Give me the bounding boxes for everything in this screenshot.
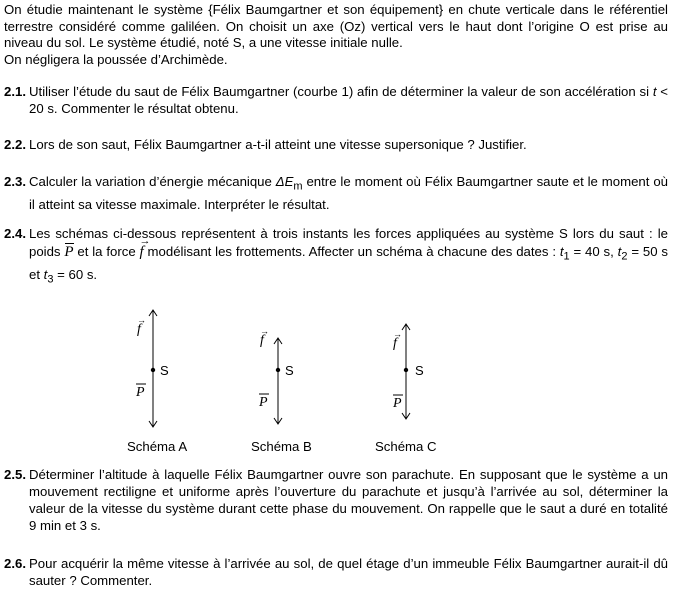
question-2-5: [4, 466, 668, 534]
intro-paragraph: On étudie maintenant le système {Félix Baumgartner et son équipement} en chute verticale dans le référentiel terrestre considéré comme galiléen. On choisit un axe (Oz) vertical vers le haut dont l’origine O est prise au niveau du sol. Le système étudié, noté S, a une vitesse initiale nulle.: [4, 2, 668, 50]
question-text: Déterminer l’altitude à laquelle Félix Baumgartner ouvre son parachute. En supposant que le système a un mouvement rectiligne et uniforme après l’ouverture du parachute et jusqu’à l’arrivée au sol, déterminer la valeur de la vitesse du système durant cette phase du mouvement. On rappelle que le saut a duré en totalité 9 min et 3 s.: [29, 467, 668, 533]
force-diagrams: [0, 300, 673, 460]
f-label: f: [260, 333, 264, 348]
vector-f: → f: [140, 245, 144, 259]
P-label: P: [136, 385, 145, 400]
question-number: 2.6.: [4, 556, 26, 571]
P-label: P: [259, 395, 268, 410]
question-2-3: [4, 173, 668, 213]
question-text: Pour acquérir la même vitesse à l’arrivée au sol, de quel étage d’un immeuble Félix Baumgartner aurait-il dû sauter ? Commenter.: [29, 556, 668, 588]
system-point: [276, 368, 280, 372]
question-number: 2.4.: [4, 226, 26, 241]
P-label: P: [393, 396, 402, 411]
intro-note: On négligera la poussée d’Archimède.: [4, 51, 228, 67]
vector-P: P: [64, 244, 74, 260]
caption-schema-c: Schéma C: [375, 439, 437, 454]
question-number: 2.2.: [4, 137, 26, 152]
schema-b: [258, 326, 294, 424]
question-2-4: [4, 225, 668, 288]
f-label: f: [393, 336, 397, 351]
system-point: [151, 368, 155, 372]
question-2-6: [4, 555, 668, 589]
question-text: Lors de son saut, Félix Baumgartner a-t-il atteint une vitesse supersonique ? Justifier.: [29, 137, 527, 152]
schema-c: [392, 324, 424, 419]
schema-a: [135, 310, 169, 427]
question-text: Utiliser l’étude du saut de Félix Baumgartner (courbe 1) afin de déterminer la valeur de son accélération si t < 20 s. Commenter le résultat obtenu.: [29, 84, 668, 116]
system-point: [404, 368, 408, 372]
svg-text:→: →: [137, 315, 146, 325]
caption-schema-a: Schéma A: [127, 439, 188, 454]
f-label: f: [137, 322, 141, 337]
question-2-1: [4, 83, 668, 117]
point-label: S: [160, 363, 169, 378]
caption-schema-b: Schéma B: [251, 439, 312, 454]
point-label: S: [285, 363, 294, 378]
svg-text:→: →: [393, 329, 402, 339]
intro: [4, 2, 668, 68]
svg-text:→: →: [260, 326, 269, 336]
question-2-2: [4, 136, 668, 153]
question-text: Les schémas ci-dessous représentent à trois instants les forces appliquées au système S lors du saut : le poids P et la force → f modélisant les frottements. Affecter un schéma à chacune des dates : $t_1 = 40$ s, $t_2 = 50$ s et $t_3 = 60$ s.: [29, 225, 668, 288]
question-number: 2.5.: [4, 467, 26, 482]
question-number: 2.1.: [4, 84, 26, 99]
point-label: S: [415, 363, 424, 378]
question-number: 2.3.: [4, 174, 26, 189]
question-text: Calculer la variation d’énergie mécanique $\Delta E_m$ entre le moment où Félix Baumgartner saute et le moment où il atteint sa vitesse maximale. Interpréter le résultat.: [29, 174, 668, 212]
